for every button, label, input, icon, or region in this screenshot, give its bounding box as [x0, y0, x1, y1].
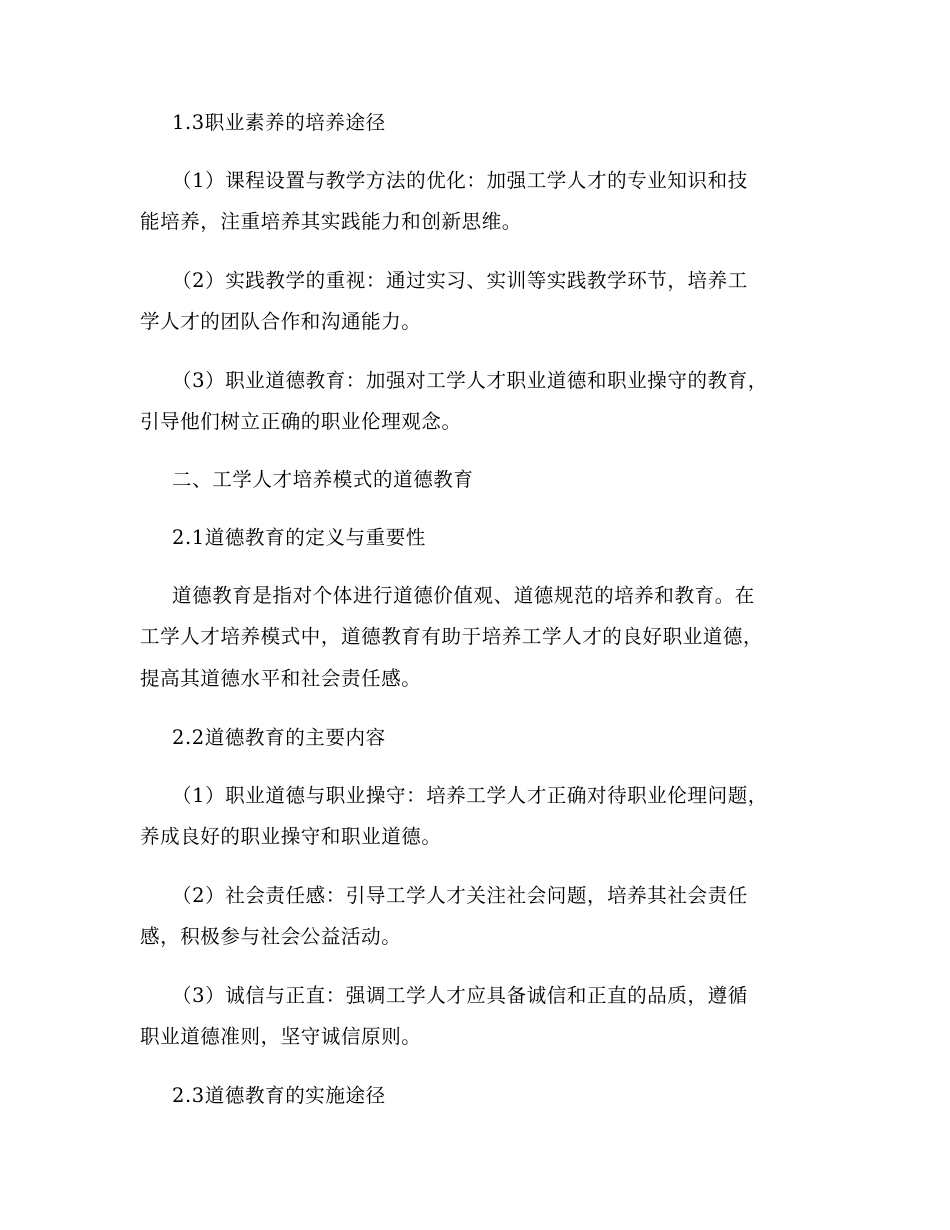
- section-heading-2-3: 2.3道德教育的实施途径: [172, 1084, 386, 1107]
- paragraph-2-2-2-line-2: 感，积极参与社会公益活动。: [140, 925, 402, 948]
- section-heading-1-3: 1.3职业素养的培养途径: [172, 111, 386, 134]
- paragraph-2-2-1-line-1: （1）职业道德与职业操守：培养工学人才正确对待职业伦理问题，: [172, 784, 768, 807]
- paragraph-1-3-3-line-1: （3）职业道德教育：加强对工学人才职业道德和职业操守的教育，: [172, 369, 768, 392]
- paragraph-2-2-3-line-2: 职业道德准则，坚守诚信原则。: [140, 1025, 422, 1048]
- paragraph-2-1-line-2: 工学人才培养模式中，道德教育有助于培养工学人才的良好职业道德，: [140, 625, 764, 648]
- paragraph-1-3-3-line-2: 引导他们树立正确的职业伦理观念。: [140, 410, 462, 433]
- paragraph-2-2-3-line-1: （3）诚信与正直：强调工学人才应具备诚信和正直的品质，遵循: [172, 984, 748, 1007]
- paragraph-2-2-2-line-1: （2）社会责任感：引导工学人才关注社会问题，培养其社会责任: [172, 884, 748, 907]
- section-heading-2-2: 2.2道德教育的主要内容: [172, 726, 386, 749]
- paragraph-2-1-line-1: 道德教育是指对个体进行道德价值观、道德规范的培养和教育。在: [172, 584, 755, 607]
- paragraph-1-3-2-line-2: 学人才的团队合作和沟通能力。: [140, 310, 422, 333]
- paragraph-2-1-line-3: 提高其道德水平和社会责任感。: [140, 667, 422, 690]
- paragraph-2-2-1-line-2: 养成良好的职业操守和职业道德。: [140, 825, 442, 848]
- paragraph-1-3-1-line-1: （1）课程设置与教学方法的优化：加强工学人才的专业知识和技: [172, 169, 748, 192]
- paragraph-1-3-1-line-2: 能培养，注重培养其实践能力和创新思维。: [140, 210, 522, 233]
- paragraph-1-3-2-line-1: （2）实践教学的重视：通过实习、实训等实践教学环节，培养工: [172, 269, 748, 292]
- chapter-heading-2: 二、工学人才培养模式的道德教育: [172, 468, 474, 491]
- section-heading-2-1: 2.1道德教育的定义与重要性: [172, 526, 426, 549]
